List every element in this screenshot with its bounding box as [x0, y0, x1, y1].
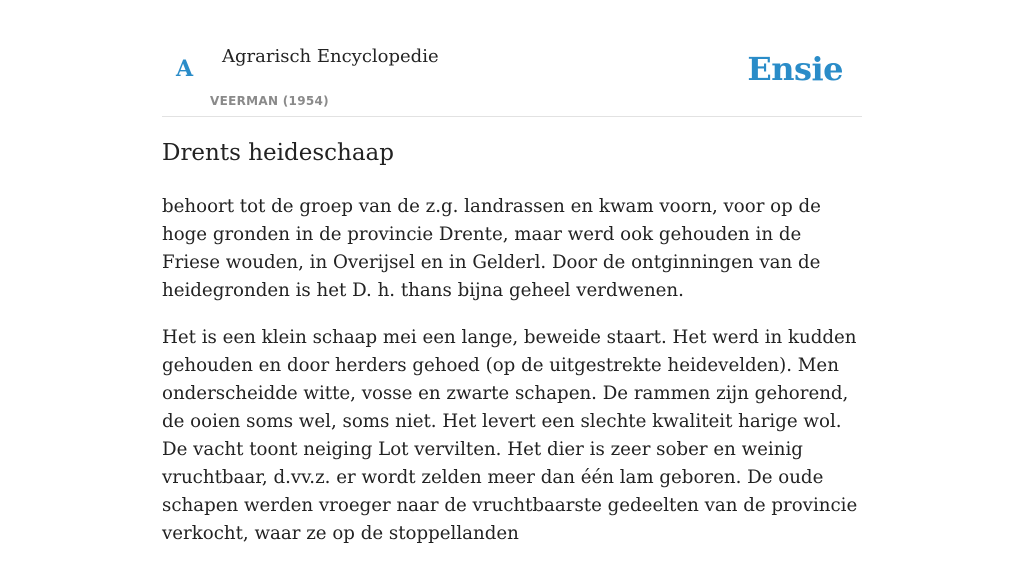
- book-header: [162, 0, 862, 117]
- letter-link[interactable]: A: [176, 56, 194, 82]
- entry-paragraph: Het is een klein schaap mei een lange, beweide staart. Het werd in kudden gehouden en door herders gehoed (op de uitgestrekte heidevelden). Men onderscheidde witte, vosse en zwarte schapen. De rammen zijn gehorend, de ooien soms wel, soms niet. Het levert een slechte kwaliteit harige wol. De vacht toont neiging Lot vervilten. Het dier is zeer sober en weinig vruchtbaar, d.vv.z. er wordt zelden meer dan één lam geboren. De oude schapen werden vroeger naar de vruchtbaarste gedeelten van de provincie verkocht, waar ze op de stoppellanden: [162, 327, 858, 544]
- brand-logo-link[interactable]: Ensie: [747, 50, 843, 88]
- entry-title: Drents heideschaap: [162, 140, 394, 166]
- page-container: [162, 0, 862, 544]
- entry-body: [162, 193, 862, 567]
- entry-paragraph: behoort tot de groep van de z.g. landrassen en kwam voorn, voor op de hoge gronden in de provincie Drente, maar werd ook gehouden in de Friese wouden, in Overijsel en in Gelderl. Door de ontginningen van de heidegronden is het D. h. thans bijna geheel verdwenen.: [162, 196, 821, 301]
- book-title-link[interactable]: Agrarisch Encyclopedie: [222, 46, 439, 67]
- book-author: VEERMAN (1954): [210, 94, 329, 108]
